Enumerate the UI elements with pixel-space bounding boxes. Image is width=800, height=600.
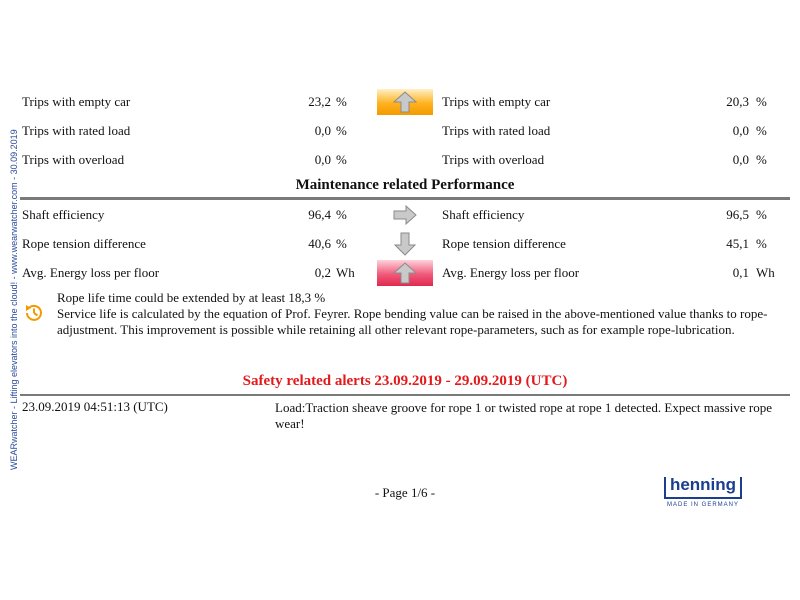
maint-right-unit: % xyxy=(756,236,767,251)
arrow-right-icon xyxy=(392,204,418,226)
side-watermark-text: WEARwatcher - Lifting elevators into the cloud! - www.wearwatcher.com - 30.09.2019 xyxy=(9,129,19,470)
maint-left-label: Shaft efficiency xyxy=(22,207,105,222)
alert-row xyxy=(0,398,800,432)
trips-left-value: 0,0 xyxy=(314,152,331,167)
maint-right-unit: % xyxy=(756,207,767,222)
alerts-divider xyxy=(20,394,790,396)
trips-right-unit: % xyxy=(756,123,767,138)
maint-right-label: Avg. Energy loss per floor xyxy=(442,265,580,280)
rope-life-description xyxy=(57,306,792,338)
alert-timestamp: 23.09.2019 04:51:13 (UTC) xyxy=(22,399,168,414)
rope-tension-trend xyxy=(377,231,433,257)
trips-left-unit: % xyxy=(336,123,347,138)
trips-left-label: Trips with rated load xyxy=(22,123,131,138)
side-watermark xyxy=(0,0,20,600)
trips-left-label: Trips with overload xyxy=(22,152,125,167)
shaft-efficiency-trend xyxy=(377,202,433,228)
maint-left-unit: Wh xyxy=(336,265,355,280)
arrow-up-icon xyxy=(392,90,418,114)
maint-left-label: Rope tension difference xyxy=(22,236,146,251)
maint-right-value: 45,1 xyxy=(726,236,749,251)
section-divider xyxy=(20,197,790,200)
trips-left-unit: % xyxy=(336,152,347,167)
trips-right-unit: % xyxy=(756,94,767,109)
company-logo xyxy=(664,477,742,511)
alert-message: Load:Traction sheave groove for rope 1 or twisted rope at rope 1 detected. Expect massive rope wear! xyxy=(275,400,772,431)
maint-right-label: Rope tension difference xyxy=(442,236,566,251)
trips-right-label: Trips with overload xyxy=(442,152,545,167)
trips-right-value: 20,3 xyxy=(726,94,749,109)
maint-right-unit: Wh xyxy=(756,265,775,280)
page-number: - Page 1/6 - xyxy=(374,485,436,500)
arrow-down-icon xyxy=(393,231,417,257)
trips-right-label: Trips with empty car xyxy=(442,94,551,109)
maint-right-label: Shaft efficiency xyxy=(442,207,525,222)
safety-alerts-title: Safety related alerts 23.09.2019 - 29.09.2019 (UTC) xyxy=(242,373,568,389)
maintenance-title: Maintenance related Performance xyxy=(295,177,515,193)
trips-left-value: 0,0 xyxy=(314,123,331,138)
trips-row xyxy=(0,122,800,140)
maint-right-value: 0,1 xyxy=(732,265,749,280)
trips-left-label: Trips with empty car xyxy=(22,94,131,109)
maint-left-unit: % xyxy=(336,236,347,251)
maint-left-value: 0,2 xyxy=(314,265,331,280)
clock-history-icon xyxy=(23,302,45,324)
maint-right-value: 96,5 xyxy=(726,207,749,222)
maint-left-value: 96,4 xyxy=(308,207,331,222)
maint-left-label: Avg. Energy loss per floor xyxy=(22,265,160,280)
trips-row xyxy=(0,151,800,169)
trips-right-label: Trips with rated load xyxy=(442,123,551,138)
arrow-up-icon xyxy=(392,261,418,285)
rope-life-description-text: Service life is calculated by the equation of Prof. Feyrer. Rope bending value can be raised in the above-mentioned value thanks to rope-adjustment. This improvement is possible while retaining all other relevant rope-parameters, such as for example rope-lubrication. xyxy=(57,306,768,337)
trips-left-unit: % xyxy=(336,94,347,109)
trips-right-value: 0,0 xyxy=(732,152,749,167)
trips-trend-indicator xyxy=(377,89,433,115)
trips-left-value: 23,2 xyxy=(308,94,331,109)
trips-right-unit: % xyxy=(756,152,767,167)
energy-loss-trend xyxy=(377,260,433,286)
logo-subtext: MADE IN GERMANY xyxy=(666,502,739,508)
maint-left-value: 40,6 xyxy=(308,236,331,251)
rope-life-headline: Rope life time could be extended by at least 18,3 % xyxy=(57,290,326,305)
logo-wordmark: henning xyxy=(664,477,742,499)
maint-left-unit: % xyxy=(336,207,347,222)
trips-right-value: 0,0 xyxy=(732,123,749,138)
